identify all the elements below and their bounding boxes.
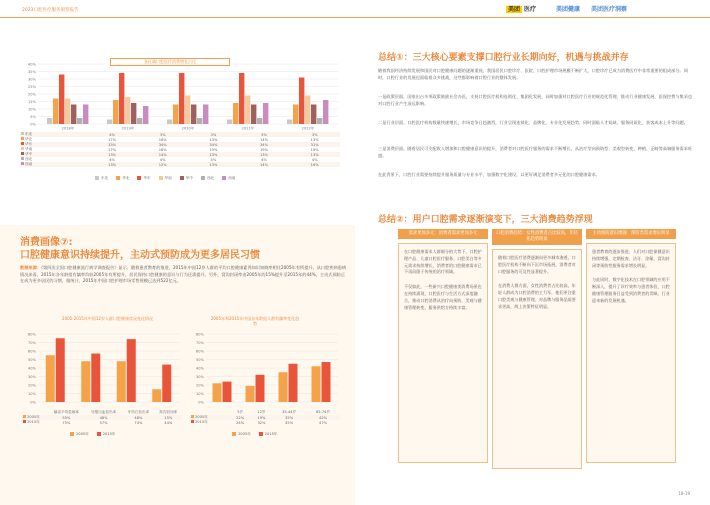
bar-西南-2018年 <box>83 105 88 125</box>
table-header-cell: 12岁 <box>257 410 266 415</box>
y-tick-label: 60% <box>28 349 36 354</box>
trend-card-1-text-2: 不仅如此，一些新兴口腔健康类消费场景也在持续涌现，口腔医疗与生活方式深度融合，推动口腔消费从治疗向预防、美观与健康管理转变，服务供给方持续丰富。 <box>404 284 482 310</box>
table-row-label: 华中 <box>20 152 87 157</box>
table-swatch <box>21 162 24 165</box>
para-lead: 数据来源： <box>20 265 41 270</box>
table-cell: 3% <box>159 132 166 137</box>
bar-华中-2019年 <box>131 103 136 124</box>
bar-东北-2020年 <box>167 120 172 125</box>
bar-2005年-牙龈出血检出率 <box>81 361 90 402</box>
bar-东北-2021年 <box>227 120 232 125</box>
trend-card-2-text-2: 在消费人群方面，女性消费者占比较高，年轻人群成为口腔消费的主力军，他们更注重口腔美观与健康管理，对品牌与服务品质要求更高，线上决策特征明显。 <box>498 283 576 309</box>
bar-华南-2022年 <box>305 96 310 125</box>
right-top-para-4: 三是消费层面。随着居民可支配收入增加和口腔健康意识的提升，消费者对口腔医疗服务的需求不断增长，从治疗型向预防型、美观型转变，种植、正畸等高端服务需求旺盛。 <box>378 146 693 158</box>
x-tick-label: 2019年 <box>121 126 135 130</box>
trend-card-3-body <box>586 243 676 463</box>
x-tick-label: 2018年 <box>61 126 75 130</box>
bar-2015年-龋齿平均患病率 <box>56 338 65 402</box>
table-cell: 35% <box>285 415 294 420</box>
table-cell: 22% <box>236 415 245 420</box>
table-swatch <box>23 415 26 418</box>
table-cell: 19% <box>257 415 266 420</box>
y-tick-label: 70% <box>196 340 204 345</box>
table-header-cell: 牙龈出血检出率 <box>91 410 117 415</box>
bar-西北-2019年 <box>137 118 142 124</box>
y-tick-label: 20% <box>28 383 36 388</box>
right-top-para-2: 一是政策层面。国家出台多项政策鼓励社会办医，支持口腔医疗机构连锁化、集团化发展，同时加强对口腔医疗行业的规范化管理，推动行业健康发展，医保控费与集采也对口腔行业产生深远影响。 <box>378 94 693 106</box>
table-cell: 14% <box>158 152 167 157</box>
table-cell: 19% <box>310 147 319 152</box>
y-tick-label: 50% <box>196 357 204 362</box>
legend-label: 2005年 <box>76 432 89 436</box>
trend-card-3-text-1: 患者教育的逐步推进，人们对口腔保健意识持续增强，定期检查、洁牙、涂氟、窝沟封闭等预防性服务需求增长明显。 <box>592 249 670 268</box>
trend-card-1-text-1: 在口腔健康需求人群细分的大势下，口腔护理产品、儿童口腔医疗服务、口腔美白等多元需求持续增长，消费者的口腔健康需求已不再局限于传统的治疗领域。 <box>404 249 482 275</box>
trend-card-3-head: 主动预防意识增强：预防类需求增长明显 <box>586 229 676 239</box>
chart1-title: 各区域口腔医疗消费增长占比 <box>110 58 230 66</box>
legend-label: 华南 <box>164 176 172 180</box>
y-tick-label: 5% <box>30 114 36 119</box>
chart1-region-share <box>20 60 340 130</box>
bar-华东-2021年 <box>239 73 244 124</box>
legend-label: 2015年 <box>264 432 278 436</box>
bar-2015年-35-44岁 <box>289 364 298 402</box>
bar-东北-2019年 <box>107 120 112 125</box>
legend-item <box>180 176 193 181</box>
table-header-cell: 35-44岁 <box>282 410 297 415</box>
trend-card-3 <box>586 229 676 463</box>
brand-medical: 医疗 <box>524 6 537 13</box>
table-row-label: 2005年 <box>190 415 230 420</box>
legend-item <box>259 432 278 437</box>
left-section-title-2: 口腔健康意识持续提升，主动式预防成为更多居民习惯 <box>20 250 260 261</box>
table-cell: 31% <box>310 142 319 147</box>
legend-item <box>201 176 214 181</box>
x-tick-label: 2022年 <box>301 126 315 130</box>
trend-card-1 <box>398 229 488 463</box>
legend-item <box>159 176 172 181</box>
legend-label: 2015年 <box>102 432 116 436</box>
legend-item <box>222 176 235 181</box>
left-para-body: 《第四次全国口腔健康流行病学调查报告》显示，随着患者教育的推进，2015年中国12岁人群的平均口腔健康素养知识知晓率相比2005年有所提升。从口腔疾病患病情况来看，2015年各年龄组有龋率均较2005年有所提升，居民保持口腔健康的意识与行为还需提升。另外，窝沟封闭率由2005年的15%提升至2015年的44%，主动式预防正在成为更多居民的习惯，据统计，2015年中国口腔护理市场零售规模已达到522亿元。 <box>20 265 347 284</box>
legend-item <box>116 176 129 181</box>
brand-logo-3: 美团医疗洞察 <box>591 6 628 13</box>
y-tick-label: 70% <box>28 340 36 345</box>
table-cell: 16% <box>310 162 319 167</box>
bar-华南-2020年 <box>185 96 190 125</box>
legend-item <box>232 432 251 437</box>
table-cell: 42% <box>319 415 328 420</box>
right-top-para-3: 二是行业层面。口腔医疗机构数量快速增长，市场竞争日趋激烈，行业呈现连锁化、品牌化、专业化发展趋势，同时面临人才短缺、服务同质化、获客成本上升等问题。 <box>378 120 688 125</box>
table-cell: 13% <box>209 152 218 157</box>
table-row-label: 2005年 <box>22 415 48 420</box>
table-row-label: 2015年 <box>22 420 48 425</box>
y-tick-label: 10% <box>28 107 36 112</box>
y-tick-label: 50% <box>28 357 36 362</box>
table-cell: 44% <box>164 420 173 425</box>
table-row-label: 华南 <box>20 147 87 152</box>
table-cell: 4% <box>311 157 318 162</box>
table-cell: 18% <box>158 147 167 152</box>
y-tick-label: 10% <box>196 391 204 396</box>
chart3-title: 2005年和2015年中国各年龄组人群有龋率变化趋势 <box>210 316 300 326</box>
table-cell: 3% <box>261 132 267 137</box>
page-number: 18-19 <box>678 491 690 496</box>
table-cell: 17% <box>108 137 117 142</box>
legend-label: 西南 <box>228 176 236 180</box>
chart2-data-table <box>22 410 182 425</box>
legend-swatch <box>70 432 74 436</box>
y-tick-label: 35% <box>28 69 36 74</box>
table-cell: 55% <box>62 415 71 420</box>
chart1-legend <box>95 176 235 181</box>
table-cell: 3% <box>210 132 217 137</box>
y-tick-label: 20% <box>28 92 36 97</box>
brand-meituan: 美团 <box>508 6 521 13</box>
table-swatch <box>21 132 24 135</box>
legend-swatch <box>97 432 101 436</box>
legend-swatch <box>116 176 120 180</box>
chart2-oral-health-12yo <box>22 330 182 408</box>
table-row-label: 西北 <box>20 157 87 162</box>
trend-card-3-text-2: 与此同时，数字化技术在口腔领域的应用不断深入，提升了诊疗效率与患者体验，口腔健康管理服务日益受到消费者的青睐，行业迎来新的发展机遇。 <box>592 277 670 303</box>
bar-西南-2022年 <box>323 100 328 124</box>
legend-swatch <box>159 176 163 180</box>
bar-2005年-12岁 <box>246 386 255 402</box>
chart1-data-table <box>20 132 340 167</box>
bar-2015年-5岁 <box>223 382 232 402</box>
table-header-cell: 龋齿平均患病率 <box>53 410 79 415</box>
legend-swatch <box>95 176 99 180</box>
bar-华东-2020年 <box>179 73 184 124</box>
table-cell: 13% <box>310 152 319 157</box>
table-cell: 14% <box>260 162 269 167</box>
table-cell: 13% <box>260 152 269 157</box>
table-cell: 32% <box>257 420 266 425</box>
table-cell: 12% <box>158 162 167 167</box>
y-tick-label: 40% <box>28 62 36 67</box>
x-tick-label: 2021年 <box>241 126 255 130</box>
table-swatch <box>21 157 24 160</box>
table-cell: 4% <box>261 157 267 162</box>
header-divider <box>0 17 710 18</box>
table-cell: 16% <box>158 137 167 142</box>
table-row-label: 2015年 <box>190 420 230 425</box>
y-tick-label: 0% <box>198 400 204 405</box>
bar-华北-2022年 <box>293 105 298 125</box>
bar-2015年-牙结石检出率 <box>127 339 136 402</box>
trend-card-2-head: 口腔消费趋势：女性消费者占比较高，年轻化趋势明显 <box>492 229 582 245</box>
bar-华南-2019年 <box>125 97 130 124</box>
chart3-legend <box>232 432 278 437</box>
bar-华南-2018年 <box>65 99 70 125</box>
bar-西南-2021年 <box>263 103 268 124</box>
table-cell: 17% <box>108 147 117 152</box>
table-row <box>20 162 340 167</box>
bar-西南-2019年 <box>143 106 148 124</box>
bar-2015年-牙龈出血检出率 <box>91 354 100 402</box>
bar-华中-2018年 <box>71 105 76 125</box>
table-cell: 47% <box>319 420 328 425</box>
legend-swatch <box>201 176 205 180</box>
legend-label: 华中 <box>185 176 193 180</box>
table-cell: 34% <box>260 142 269 147</box>
y-tick-label: 30% <box>28 374 36 379</box>
bar-2015年-65-74岁 <box>322 362 331 402</box>
bar-华北-2018年 <box>53 99 58 125</box>
table-cell: 13% <box>310 137 319 142</box>
table-cell: 48% <box>99 415 108 420</box>
table-row-label: 华东 <box>20 142 87 147</box>
y-tick-label: 30% <box>196 374 204 379</box>
y-tick-label: 0% <box>30 400 36 405</box>
bar-华南-2021年 <box>245 96 250 125</box>
bar-西北-2022年 <box>317 118 322 124</box>
trend-card-2-body <box>492 249 582 469</box>
legend-label: 华北 <box>122 176 130 180</box>
trend-card-1-head: 需求更加多元：消费者需求更加多元 <box>398 229 488 239</box>
bar-2015年-12岁 <box>256 375 265 402</box>
table-cell: 4% <box>159 157 166 162</box>
legend-item <box>70 432 89 437</box>
bar-华中-2021年 <box>251 105 256 125</box>
bar-2005年-牙结石检出率 <box>117 361 126 402</box>
table-cell: 34% <box>209 142 218 147</box>
right-top-para-5: 在此背景下，口腔行业需要持续提升服务质量与专业水平，加强数字化建设，以更好满足消费者多元化的口腔健康需求。 <box>378 172 600 177</box>
table-header-cell: 窝沟封闭率 <box>159 410 178 415</box>
table-cell: 4% <box>109 157 115 162</box>
legend-swatch <box>137 176 141 180</box>
bar-2005年-65-74岁 <box>312 366 321 402</box>
right-top-title: 总结①：三大核心要素支撑口腔行业长期向好，机遇与挑战并存 <box>378 53 629 63</box>
bar-2005年-35-44岁 <box>279 372 288 402</box>
trend-card-2-text-1: 随着口腔医疗消费逐渐向更多城市渗透，口腔医疗机构不断向下沉市场拓展，消费者对口腔服务的可及性显著提升。 <box>498 255 576 274</box>
y-tick-label: 25% <box>28 84 36 89</box>
table-cell: 48% <box>134 415 143 420</box>
chart3-data-table <box>190 410 340 425</box>
legend-swatch <box>180 176 184 180</box>
bar-2005年-5岁 <box>213 383 222 402</box>
y-tick-label: 0% <box>30 122 36 127</box>
y-tick-label: 15% <box>28 99 36 104</box>
bar-西南-2020年 <box>203 105 208 125</box>
legend-label: 华东 <box>143 176 151 180</box>
table-header-cell: 牙结石检出率 <box>127 410 150 415</box>
trend-card-1-body <box>398 243 488 463</box>
y-tick-label: 10% <box>28 391 36 396</box>
legend-swatch <box>232 432 236 436</box>
bar-华中-2022年 <box>311 105 316 125</box>
table-cell: 75% <box>62 420 71 425</box>
bar-2015年-窝沟封闭率 <box>162 365 171 402</box>
chart2-legend <box>70 432 116 437</box>
table-swatch <box>191 415 194 418</box>
y-tick-label: 40% <box>28 366 36 371</box>
table-row-label: 东北 <box>20 132 87 137</box>
table-swatch <box>21 142 24 145</box>
table-cell: 4% <box>109 132 115 137</box>
table-cell: 34% <box>158 142 167 147</box>
table-cell: 14% <box>260 137 269 142</box>
left-section-title-1: 消费画像⑦: <box>20 237 73 248</box>
table-cell: 13% <box>108 152 117 157</box>
table-cell: 3% <box>311 132 318 137</box>
chart2-title: 2005-2015年中国12岁人群口腔健康状况变化情况 <box>62 316 153 321</box>
bar-2005年-窝沟封闭率 <box>152 389 161 402</box>
table-row <box>190 420 340 425</box>
left-section-paragraph <box>20 265 348 285</box>
table-cell: 13% <box>209 137 218 142</box>
bar-华北-2021年 <box>233 103 238 124</box>
legend-label: 东北 <box>101 176 109 180</box>
bar-西北-2021年 <box>257 118 262 124</box>
table-cell: 24% <box>236 420 245 425</box>
table-row <box>22 420 182 425</box>
bar-西北-2020年 <box>197 118 202 124</box>
y-tick-label: 30% <box>28 77 36 82</box>
table-row-label: 华北 <box>20 137 87 142</box>
legend-item <box>97 432 116 437</box>
table-cell: 74% <box>134 420 143 425</box>
bar-东北-2018年 <box>47 118 52 124</box>
bar-华北-2020年 <box>173 105 178 125</box>
right-top-para-1: 随着我国经济持续发展和国民对口腔健康问题的逐渐重视，我国居民口腔诊疗、医院、口腔护理市场规模不断扩大，口腔诊疗已成为消费医疗中非常重要的组成部分。同时，口腔行业的发展也面临着众多挑战，这些都影响着口腔行业的整体发展。 <box>378 68 688 80</box>
table-cell: 4% <box>210 157 217 162</box>
table-cell: 57% <box>99 420 108 425</box>
report-title: 2023口腔医疗服务洞察报告 <box>22 8 79 13</box>
right-bottom-title: 总结②：用户口腔需求逐渐演变下，三大消费趋势浮现 <box>378 215 593 225</box>
legend-swatch <box>259 432 263 436</box>
y-tick-label: 60% <box>196 349 204 354</box>
table-cell: 19% <box>209 147 218 152</box>
y-tick-label: 20% <box>196 383 204 388</box>
table-swatch <box>191 420 194 423</box>
y-tick-label: 80% <box>196 332 204 337</box>
table-header-cell: 5岁 <box>237 410 244 415</box>
table-cell: 13% <box>209 162 218 167</box>
legend-label: 西北 <box>206 176 215 180</box>
table-swatch <box>23 420 26 423</box>
table-swatch <box>21 152 24 155</box>
table-row-label: 西南 <box>20 162 87 167</box>
table-cell: 33% <box>108 142 117 147</box>
table-cell: 13% <box>108 162 117 167</box>
bar-华中-2020年 <box>191 105 196 125</box>
trend-card-2 <box>492 229 582 469</box>
table-swatch <box>21 147 24 150</box>
bar-华东-2022年 <box>299 78 304 125</box>
x-tick-label: 2020年 <box>181 126 195 130</box>
chart3-caries-by-age <box>190 330 340 408</box>
bar-华东-2019年 <box>119 73 124 124</box>
legend-item <box>95 176 108 181</box>
bar-2005年-龋齿平均患病率 <box>46 355 55 402</box>
table-cell: 19% <box>260 147 269 152</box>
bar-华北-2019年 <box>113 100 118 124</box>
brand-logo-2: 美团健康 <box>556 6 581 13</box>
y-tick-label: 80% <box>28 332 36 337</box>
legend-item <box>137 176 150 181</box>
bar-华东-2018年 <box>59 75 64 125</box>
brand-meituan-logo <box>506 4 536 13</box>
table-header-cell: 65-74岁 <box>316 410 331 415</box>
y-tick-label: 40% <box>196 366 204 371</box>
legend-label: 2005年 <box>238 432 251 436</box>
legend-swatch <box>222 176 226 180</box>
bar-东北-2022年 <box>287 120 292 125</box>
table-cell: 45% <box>285 420 294 425</box>
table-swatch <box>21 137 24 140</box>
table-cell: 15% <box>164 415 173 420</box>
bar-西北-2018年 <box>77 118 82 124</box>
